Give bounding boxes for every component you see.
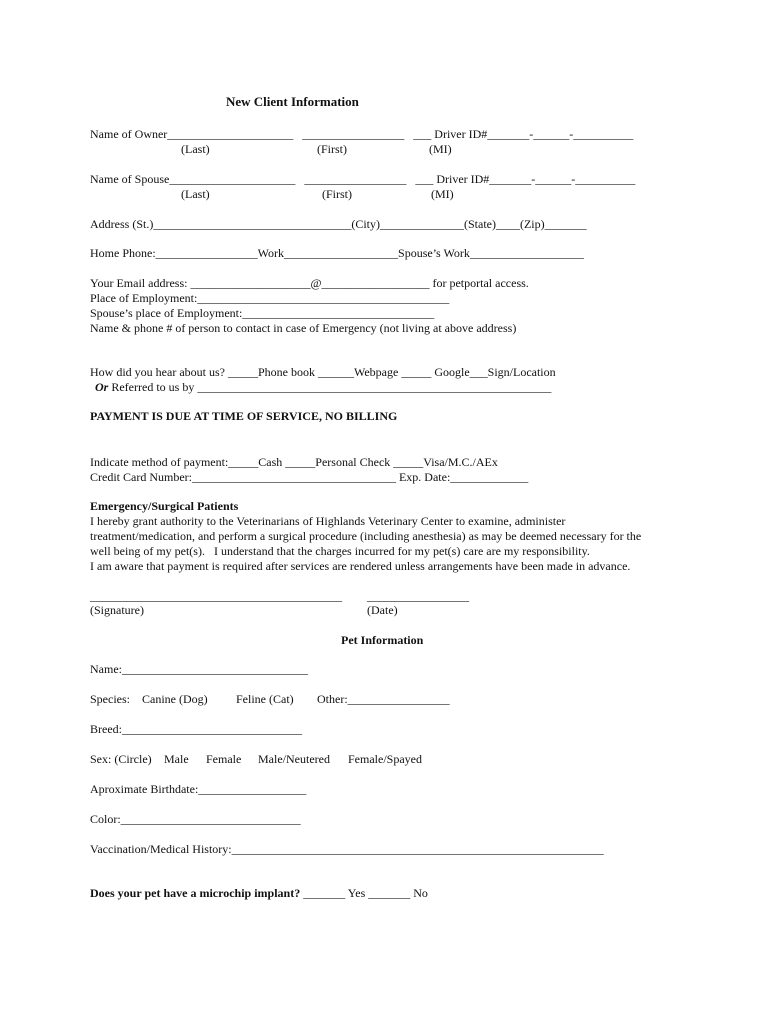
pet-info-heading: Pet Information <box>341 633 424 647</box>
owner-first-label: (First) <box>317 142 347 156</box>
payment-method-line: Indicate method of payment:_____Cash _____Personal Check _____Visa/M.C./AEx <box>90 455 498 469</box>
breed-line: Breed:______________________________ <box>90 722 302 736</box>
species-feline-option: Feline (Cat) <box>236 692 294 706</box>
color-line: Color:______________________________ <box>90 812 301 826</box>
owner-name-line: Name of Owner_____________________ _________________ ___ Driver ID#_______-______-__________ <box>90 127 634 141</box>
email-line: Your Email address: ____________________@__________________ for petportal access. <box>90 276 529 290</box>
signature-line: __________________________________________ <box>90 589 342 603</box>
credit-card-line: Credit Card Number:__________________________________ Exp. Date:_____________ <box>90 470 529 484</box>
referral-or-label: Or <box>95 380 109 394</box>
spouse-mi-label: (MI) <box>431 187 454 201</box>
species-canine-option: Canine (Dog) <box>142 692 208 706</box>
spouse-last-label: (Last) <box>181 187 210 201</box>
microchip-answer: _______ Yes _______ No <box>300 886 428 900</box>
sex-male-neutered-option: Male/Neutered <box>258 752 330 766</box>
vaccination-history-line: Vaccination/Medical History:______________________________________________________________ <box>90 842 604 856</box>
consent-line-2: treatment/medication, and perform a surgical procedure (including anesthesia) as may be deemed necessary for the <box>90 529 642 543</box>
payment-notice: PAYMENT IS DUE AT TIME OF SERVICE, NO BILLING <box>90 409 398 423</box>
address-line: Address (St.)_________________________________(City)______________(State)____(Zip)_______ <box>90 217 587 231</box>
referred-by-row <box>95 380 551 394</box>
date-line: _________________ <box>367 589 469 603</box>
species-other-line: Other:_________________ <box>317 692 450 706</box>
microchip-question: Does your pet have a microchip implant? <box>90 886 301 900</box>
sex-male-option: Male <box>164 752 189 766</box>
referral-source-line: How did you hear about us? _____Phone book ______Webpage _____ Google___Sign/Location <box>90 365 556 379</box>
emergency-heading: Emergency/Surgical Patients <box>90 499 239 513</box>
date-label: (Date) <box>367 603 398 617</box>
microchip-row <box>90 886 428 900</box>
employment-line: Place of Employment:__________________________________________ <box>90 291 450 305</box>
owner-last-label: (Last) <box>181 142 210 156</box>
page-title: New Client Information <box>226 94 359 109</box>
spouse-employment-line: Spouse’s place of Employment:________________________________ <box>90 306 435 320</box>
phone-line: Home Phone:_________________Work___________________Spouse’s Work___________________ <box>90 246 584 260</box>
sex-label: Sex: (Circle) <box>90 752 152 766</box>
birthdate-line: Aproximate Birthdate:__________________ <box>90 782 307 796</box>
consent-line-1: I hereby grant authority to the Veterinarians of Highlands Veterinary Center to examine, administer <box>90 514 566 528</box>
species-label: Species: <box>90 692 130 706</box>
spouse-name-line: Name of Spouse_____________________ _________________ ___ Driver ID#_______-______-__________ <box>90 172 636 186</box>
owner-mi-label: (MI) <box>429 142 452 156</box>
referred-by-line: Referred to us by ___________________________________________________________ <box>111 380 552 394</box>
consent-line-4: I am aware that payment is required after services are rendered unless arrangements have been made in advance. <box>90 559 631 573</box>
sex-female-option: Female <box>206 752 242 766</box>
spouse-first-label: (First) <box>322 187 352 201</box>
consent-line-3: well being of my pet(s). I understand that the charges incurred for my pet(s) care are my responsibility. <box>90 544 590 558</box>
signature-label: (Signature) <box>90 603 144 617</box>
emergency-contact-line: Name & phone # of person to contact in case of Emergency (not living at above address) <box>90 321 517 335</box>
sex-female-spayed-option: Female/Spayed <box>348 752 422 766</box>
pet-name-line: Name:_______________________________ <box>90 662 308 676</box>
